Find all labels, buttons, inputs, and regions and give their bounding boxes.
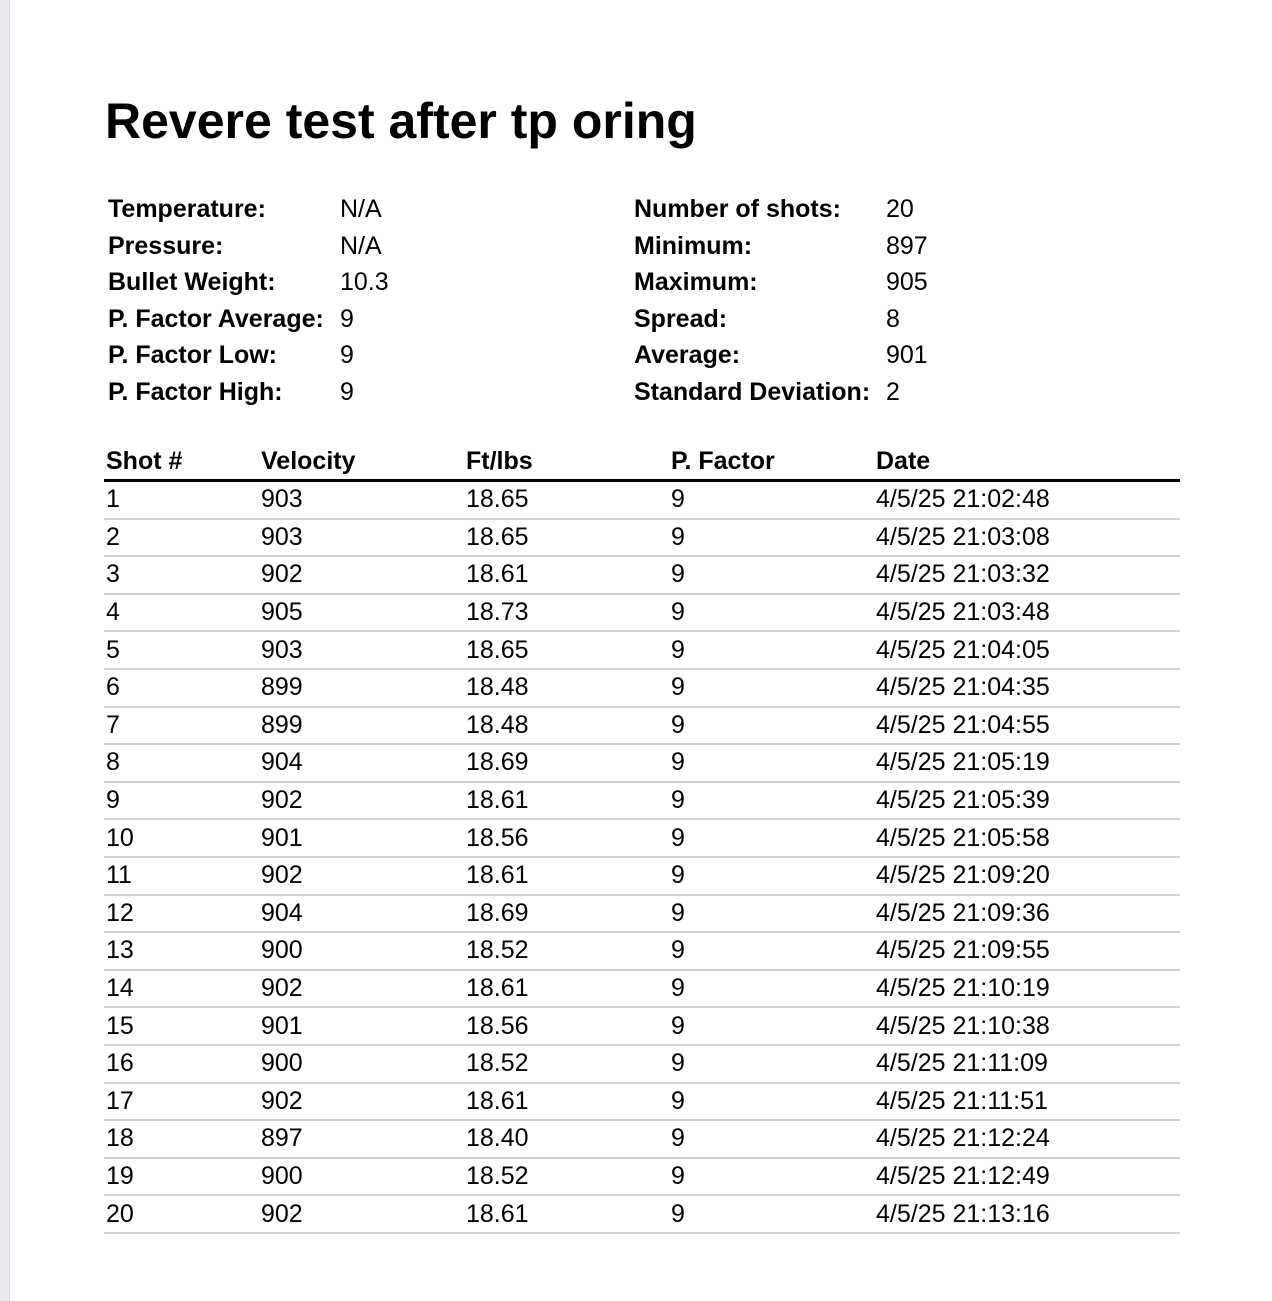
table-row (104, 1158, 1180, 1196)
cell-p-factor: 9 (669, 1195, 874, 1233)
cell-shot-number: 10 (104, 819, 259, 857)
cell-date: 4/5/25 21:04:55 (874, 707, 1180, 745)
cell-p-factor: 9 (669, 669, 874, 707)
cell-shot-number: 3 (104, 556, 259, 594)
header-p-factor: P. Factor (669, 444, 874, 481)
cell-ft-lbs: 18.65 (464, 481, 669, 519)
header-ft-lbs: Ft/lbs (464, 444, 669, 481)
cell-shot-number: 1 (104, 481, 259, 519)
cell-p-factor: 9 (669, 970, 874, 1008)
cell-date: 4/5/25 21:12:49 (874, 1158, 1180, 1196)
cell-velocity: 902 (259, 782, 464, 820)
header-shot-number: Shot # (104, 444, 259, 481)
cell-velocity: 903 (259, 631, 464, 669)
cell-p-factor: 9 (669, 481, 874, 519)
cell-date: 4/5/25 21:04:35 (874, 669, 1180, 707)
cell-shot-number: 5 (104, 631, 259, 669)
cell-date: 4/5/25 21:09:36 (874, 895, 1180, 933)
cell-date: 4/5/25 21:03:08 (874, 519, 1180, 557)
cell-date: 4/5/25 21:09:55 (874, 932, 1180, 970)
table-row (104, 1083, 1180, 1121)
stat-label: P. Factor High: (108, 377, 283, 406)
stat-label: Temperature: (108, 195, 266, 223)
cell-shot-number: 9 (104, 782, 259, 820)
stat-value: 9 (340, 304, 354, 333)
stat-label: Pressure: (108, 231, 224, 260)
stat-label: Number of shots: (634, 195, 841, 223)
cell-date: 4/5/25 21:11:09 (874, 1045, 1180, 1083)
cell-ft-lbs: 18.48 (464, 707, 669, 745)
table-header-row (104, 444, 1180, 481)
cell-shot-number: 16 (104, 1045, 259, 1083)
cell-p-factor: 9 (669, 631, 874, 669)
table-row (104, 594, 1180, 632)
cell-p-factor: 9 (669, 1045, 874, 1083)
cell-shot-number: 18 (104, 1120, 259, 1158)
cell-ft-lbs: 18.61 (464, 1083, 669, 1121)
cell-shot-number: 4 (104, 594, 259, 632)
cell-velocity: 903 (259, 481, 464, 519)
table-row (104, 895, 1180, 933)
cell-ft-lbs: 18.56 (464, 819, 669, 857)
cell-shot-number: 13 (104, 932, 259, 970)
cell-ft-lbs: 18.69 (464, 895, 669, 933)
cell-date: 4/5/25 21:03:32 (874, 556, 1180, 594)
cell-date: 4/5/25 21:12:24 (874, 1120, 1180, 1158)
cell-ft-lbs: 18.73 (464, 594, 669, 632)
cell-ft-lbs: 18.61 (464, 1195, 669, 1233)
stat-value: 9 (340, 377, 354, 406)
cell-ft-lbs: 18.56 (464, 1007, 669, 1045)
stat-label: Minimum: (634, 231, 753, 260)
cell-velocity: 902 (259, 1083, 464, 1121)
table-row (104, 932, 1180, 970)
cell-shot-number: 6 (104, 669, 259, 707)
cell-velocity: 899 (259, 669, 464, 707)
cell-date: 4/5/25 21:11:51 (874, 1083, 1180, 1121)
cell-p-factor: 9 (669, 932, 874, 970)
cell-ft-lbs: 18.52 (464, 1045, 669, 1083)
cell-shot-number: 12 (104, 895, 259, 933)
table-row (104, 707, 1180, 745)
cell-date: 4/5/25 21:04:05 (874, 631, 1180, 669)
cell-ft-lbs: 18.61 (464, 556, 669, 594)
cell-velocity: 904 (259, 744, 464, 782)
cell-date: 4/5/25 21:05:19 (874, 744, 1180, 782)
cell-velocity: 897 (259, 1120, 464, 1158)
stat-value: 2 (886, 377, 900, 406)
cell-p-factor: 9 (669, 1158, 874, 1196)
cell-p-factor: 9 (669, 819, 874, 857)
table-row (104, 782, 1180, 820)
cell-ft-lbs: 18.52 (464, 1158, 669, 1196)
cell-velocity: 900 (259, 1045, 464, 1083)
cell-ft-lbs: 18.52 (464, 932, 669, 970)
stat-value: 10.3 (340, 268, 389, 297)
cell-velocity: 902 (259, 1195, 464, 1233)
stat-value: 8 (886, 304, 900, 333)
cell-shot-number: 19 (104, 1158, 259, 1196)
cell-velocity: 903 (259, 519, 464, 557)
stat-value: N/A (340, 195, 382, 223)
stat-value: 9 (340, 341, 354, 370)
cell-shot-number: 8 (104, 744, 259, 782)
cell-ft-lbs: 18.40 (464, 1120, 669, 1158)
stat-value: 901 (886, 341, 928, 370)
cell-p-factor: 9 (669, 857, 874, 895)
cell-shot-number: 15 (104, 1007, 259, 1045)
table-row (104, 857, 1180, 895)
table-row (104, 744, 1180, 782)
cell-velocity: 902 (259, 857, 464, 895)
cell-date: 4/5/25 21:10:38 (874, 1007, 1180, 1045)
cell-velocity: 904 (259, 895, 464, 933)
table-row (104, 556, 1180, 594)
cell-shot-number: 17 (104, 1083, 259, 1121)
table-row (104, 669, 1180, 707)
cell-p-factor: 9 (669, 1007, 874, 1045)
cell-shot-number: 14 (104, 970, 259, 1008)
table-row (104, 481, 1180, 519)
table-row (104, 1195, 1180, 1233)
stat-label: Bullet Weight: (108, 268, 276, 297)
table-body (104, 481, 1180, 1233)
cell-p-factor: 9 (669, 556, 874, 594)
cell-velocity: 901 (259, 819, 464, 857)
cell-p-factor: 9 (669, 895, 874, 933)
table-row (104, 1120, 1180, 1158)
table-row (104, 1007, 1180, 1045)
table-row (104, 970, 1180, 1008)
stat-label: P. Factor Average: (108, 304, 324, 333)
cell-date: 4/5/25 21:02:48 (874, 481, 1180, 519)
cell-date: 4/5/25 21:05:39 (874, 782, 1180, 820)
table-row (104, 631, 1180, 669)
stat-label: P. Factor Low: (108, 341, 278, 370)
cell-p-factor: 9 (669, 782, 874, 820)
stat-label: Standard Deviation: (634, 377, 871, 406)
cell-p-factor: 9 (669, 1120, 874, 1158)
cell-shot-number: 11 (104, 857, 259, 895)
cell-velocity: 901 (259, 1007, 464, 1045)
cell-ft-lbs: 18.69 (464, 744, 669, 782)
cell-ft-lbs: 18.61 (464, 782, 669, 820)
cell-ft-lbs: 18.61 (464, 970, 669, 1008)
cell-p-factor: 9 (669, 707, 874, 745)
cell-date: 4/5/25 21:05:58 (874, 819, 1180, 857)
page-left-edge (0, 0, 10, 1301)
cell-ft-lbs: 18.65 (464, 519, 669, 557)
cell-shot-number: 20 (104, 1195, 259, 1233)
shots-table (104, 444, 1180, 1234)
stat-value: 20 (886, 195, 914, 223)
cell-p-factor: 9 (669, 594, 874, 632)
table-row (104, 1045, 1180, 1083)
stat-label: Average: (634, 341, 741, 370)
page-title: Revere test after tp oring (105, 93, 697, 149)
cell-velocity: 900 (259, 1158, 464, 1196)
stat-value: 897 (886, 231, 928, 260)
cell-shot-number: 7 (104, 707, 259, 745)
cell-date: 4/5/25 21:03:48 (874, 594, 1180, 632)
cell-velocity: 899 (259, 707, 464, 745)
cell-p-factor: 9 (669, 744, 874, 782)
cell-ft-lbs: 18.61 (464, 857, 669, 895)
cell-date: 4/5/25 21:09:20 (874, 857, 1180, 895)
stat-label: Spread: (634, 304, 728, 333)
cell-p-factor: 9 (669, 1083, 874, 1121)
cell-velocity: 900 (259, 932, 464, 970)
header-date: Date (874, 444, 1180, 481)
cell-shot-number: 2 (104, 519, 259, 557)
stat-value: N/A (340, 231, 382, 260)
stat-value: 905 (886, 268, 928, 297)
cell-ft-lbs: 18.65 (464, 631, 669, 669)
cell-velocity: 902 (259, 970, 464, 1008)
cell-velocity: 905 (259, 594, 464, 632)
header-velocity: Velocity (259, 444, 464, 481)
table-row (104, 819, 1180, 857)
cell-velocity: 902 (259, 556, 464, 594)
stat-label: Maximum: (634, 268, 758, 297)
table-row (104, 519, 1180, 557)
cell-date: 4/5/25 21:10:19 (874, 970, 1180, 1008)
cell-p-factor: 9 (669, 519, 874, 557)
cell-date: 4/5/25 21:13:16 (874, 1195, 1180, 1233)
cell-ft-lbs: 18.48 (464, 669, 669, 707)
